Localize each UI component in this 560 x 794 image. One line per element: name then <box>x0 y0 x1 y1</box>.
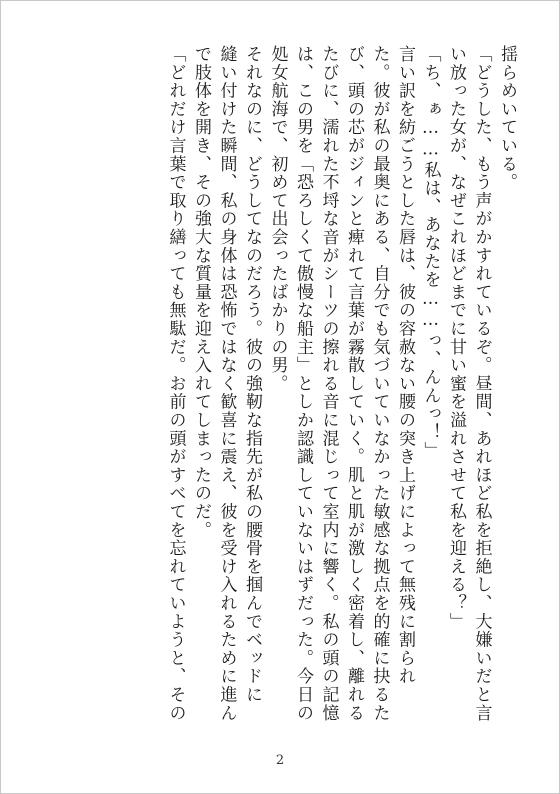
page-number: 2 <box>275 753 285 768</box>
text-line: は、この男を「恐ろしくて傲慢な船主」としか認識していないはずだった。今日の <box>293 45 313 723</box>
text-line: 揺らめいている。 <box>497 45 517 192</box>
text-line: 言い訳を紡ごうとした唇は、彼の容赦ない腰の突き上げによって無残に割られ <box>395 45 415 686</box>
text-line: 縫い付けた瞬間、私の身体は恐怖ではなく歓喜に震え、彼を受け入れるために進ん <box>216 45 237 723</box>
text-line: い放った女が、なぜこれほどまでに甘い蜜を溢れさせて私を迎える？」 <box>446 45 466 631</box>
body-text <box>162 45 519 723</box>
text-line: 「どれだけ言葉で取り繕っても無駄だ。お前の頭がすべてを忘れていようと、その <box>165 45 186 723</box>
text-line: 「どうした、もう声がかすれているぞ。昼間、あれほど私を拒絶し、大嫌いだと言 <box>471 45 492 723</box>
text-line: た。彼が私の最奥にある、自分でも気づいていなかった敏感な拠点を的確に抉るた <box>369 45 390 723</box>
text-line: で肢体を開き、その強大な質量を迎え入れてしまったのだ。 <box>191 45 211 540</box>
text-line: 「ち、ぁ……私は、あなたを……っ、んんっ！」 <box>420 45 441 460</box>
text-line: それなのに、どうしてなのだろう。彼の強靭な指先が私の腰骨を掴んでベッドに <box>242 45 262 704</box>
text-line: 処女航海で、初めて出会ったばかりの男。 <box>267 45 288 393</box>
text-line: たびに、濡れた不埒な音がシーツの擦れる音に混じって室内に響く。私の頭の記憶 <box>318 45 339 723</box>
text-line: び、頭の芯がジィンと痺れて言葉が霧散していく。肌と肌が激しく密着し、離れる <box>344 45 364 723</box>
